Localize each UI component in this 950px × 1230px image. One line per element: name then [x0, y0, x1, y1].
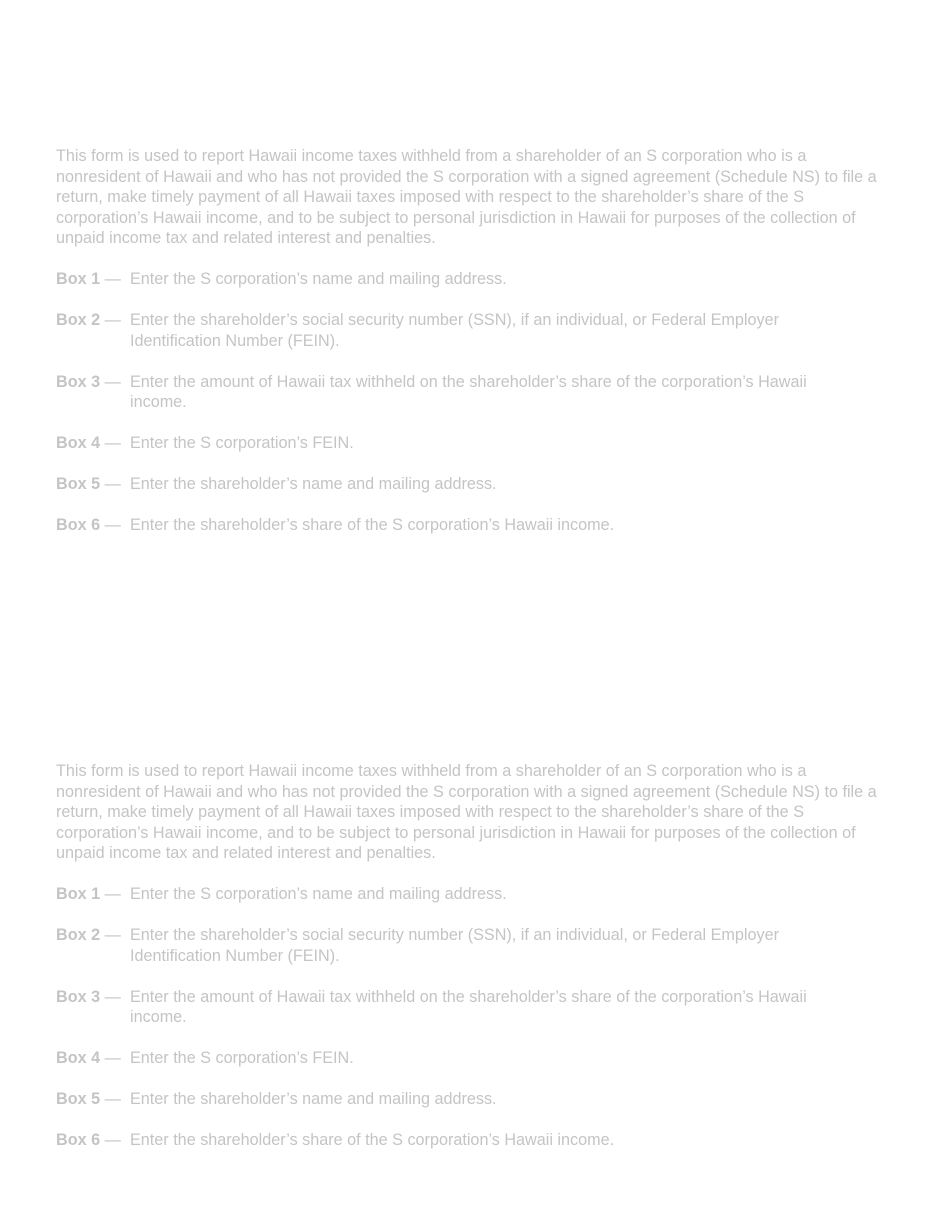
em-dash: — — [104, 1131, 121, 1149]
box-label — [56, 515, 130, 536]
box-instruction-text: Enter the shareholder’s name and mailing address. — [130, 475, 497, 493]
box-number: Box 3 — [56, 987, 101, 1006]
box-instruction-text: Enter the shareholder’s social security number (SSN), if an individual, or Federal Employer Identification Number (FEIN). — [130, 311, 779, 350]
box-number: Box 6 — [56, 1131, 101, 1149]
box-label — [56, 1048, 130, 1069]
box-instruction-item — [56, 269, 886, 290]
em-dash: — — [104, 311, 121, 329]
box-number: Box 1 — [56, 885, 101, 903]
box-label — [56, 433, 130, 454]
box-instruction-text: Enter the S corporation’s name and mailing address. — [130, 885, 507, 903]
box-instruction-item — [56, 925, 886, 966]
box-instruction-text: Enter the shareholder’s social security number (SSN), if an individual, or Federal Employer Identification Number (FEIN). — [130, 926, 779, 965]
box-instruction-text: Enter the shareholder’s share of the S corporation’s Hawaii income. — [130, 1131, 615, 1149]
box-label — [56, 987, 130, 1028]
instructions-section-2 — [56, 761, 886, 1171]
box-instruction-item — [56, 515, 886, 536]
box-label — [56, 474, 130, 495]
box-instruction-text: Enter the S corporation’s FEIN. — [130, 434, 354, 452]
box-number: Box 1 — [56, 270, 101, 288]
box-instruction-item — [56, 1089, 886, 1110]
box-number: Box 5 — [56, 475, 101, 493]
box-label — [56, 310, 130, 351]
em-dash: — — [104, 1090, 121, 1108]
em-dash: — — [104, 926, 121, 944]
box-instruction-text: Enter the amount of Hawaii tax withheld on the shareholder’s share of the corporation’s Hawaii income. — [130, 372, 807, 411]
box-number: Box 4 — [56, 434, 101, 452]
em-dash: — — [104, 372, 121, 391]
box-number: Box 3 — [56, 372, 101, 391]
box-label — [56, 372, 130, 413]
instructions-section-1 — [56, 146, 886, 556]
box-instruction-text: Enter the shareholder’s share of the S corporation’s Hawaii income. — [130, 516, 615, 534]
em-dash: — — [104, 270, 121, 288]
box-instructions-list — [56, 884, 886, 1151]
box-label — [56, 1089, 130, 1110]
box-instruction-item — [56, 987, 886, 1028]
box-instruction-item — [56, 372, 886, 413]
box-instructions-list — [56, 269, 886, 536]
box-number: Box 2 — [56, 926, 101, 944]
box-instruction-item — [56, 1048, 886, 1069]
box-instruction-text: Enter the amount of Hawaii tax withheld on the shareholder’s share of the corporation’s Hawaii income. — [130, 987, 807, 1026]
box-instruction-item — [56, 1130, 886, 1151]
box-instruction-item — [56, 474, 886, 495]
box-instruction-item — [56, 433, 886, 454]
box-number: Box 5 — [56, 1090, 101, 1108]
box-instruction-item — [56, 884, 886, 905]
box-number: Box 6 — [56, 516, 101, 534]
em-dash: — — [104, 434, 121, 452]
box-label — [56, 269, 130, 290]
box-label — [56, 1130, 130, 1151]
box-instruction-item — [56, 310, 886, 351]
em-dash: — — [104, 475, 121, 493]
box-label — [56, 925, 130, 966]
em-dash: — — [104, 1049, 121, 1067]
intro-paragraph: This form is used to report Hawaii income taxes withheld from a shareholder of an S corporation who is a nonresident of Hawaii and who has not provided the S corporation with a signed agreement (Schedule NS) to file a return, make timely payment of all Hawaii taxes imposed with respect to the shareholder’s share of the S corporation’s Hawaii income, and to be subject to personal jurisdiction in Hawaii for purposes of the collection of unpaid income tax and related interest and penalties. — [56, 147, 877, 247]
em-dash: — — [104, 885, 121, 903]
em-dash: — — [104, 987, 121, 1006]
box-number: Box 4 — [56, 1049, 101, 1067]
box-instruction-text: Enter the S corporation’s FEIN. — [130, 1049, 354, 1067]
box-instruction-text: Enter the shareholder’s name and mailing address. — [130, 1090, 497, 1108]
box-label — [56, 884, 130, 905]
box-instruction-text: Enter the S corporation’s name and mailing address. — [130, 270, 507, 288]
box-number: Box 2 — [56, 311, 101, 329]
intro-paragraph: This form is used to report Hawaii income taxes withheld from a shareholder of an S corporation who is a nonresident of Hawaii and who has not provided the S corporation with a signed agreement (Schedule NS) to file a return, make timely payment of all Hawaii taxes imposed with respect to the shareholder’s share of the S corporation’s Hawaii income, and to be subject to personal jurisdiction in Hawaii for purposes of the collection of unpaid income tax and related interest and penalties. — [56, 762, 877, 862]
em-dash: — — [104, 516, 121, 534]
